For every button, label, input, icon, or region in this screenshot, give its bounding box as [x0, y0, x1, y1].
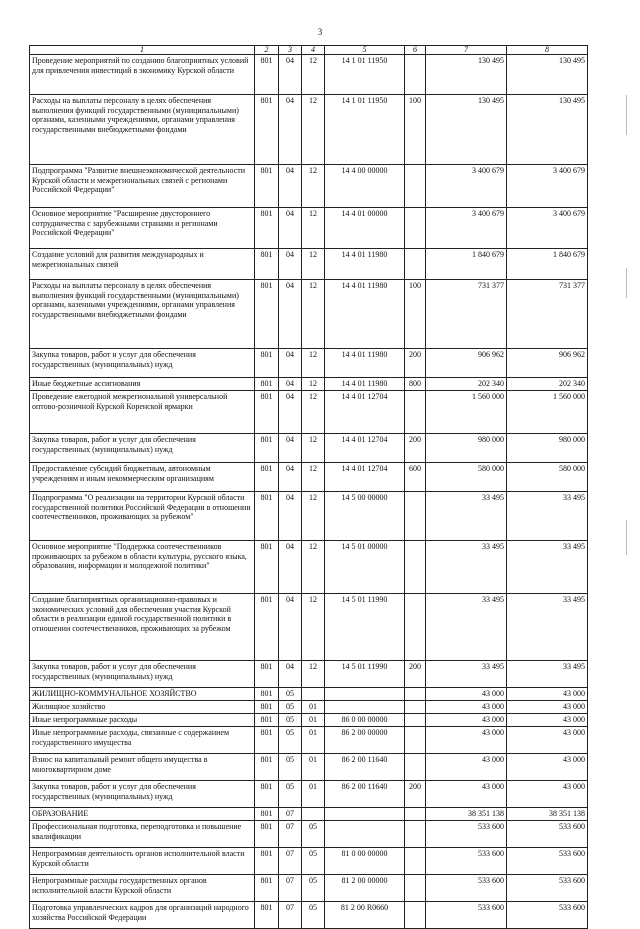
amount-col8: 3 400 679 — [507, 165, 588, 208]
row-name: Подготовка управленческих кадров для организаций народного хозяйства Российской Федерации — [30, 902, 255, 929]
admin-code: 801 — [255, 688, 279, 701]
section-code: 04 — [279, 391, 302, 434]
section-code: 07 — [279, 808, 302, 821]
expense-type-code — [405, 688, 426, 701]
row-name: Закупка товаров, работ и услуг для обеспечения государственных (муниципальных) нужд — [30, 661, 255, 688]
subsection-code: 12 — [302, 463, 325, 492]
section-code: 05 — [279, 714, 302, 727]
target-article-code: 14 4 01 12704 — [325, 434, 405, 463]
table-body — [30, 46, 588, 929]
amount-col7: 3 400 679 — [426, 165, 507, 208]
row-name: Подпрограмма "О реализации на территории Курской области государственной политики Российской Федерации в отношении соотечественников, проживающих за рубежом" — [30, 492, 255, 541]
section-code: 07 — [279, 902, 302, 929]
row-name: Закупка товаров, работ и услуг для обеспечения государственных (муниципальных) нужд — [30, 349, 255, 378]
target-article-code: 86 2 00 11640 — [325, 781, 405, 808]
amount-col7: 3 400 679 — [426, 208, 507, 249]
amount-col7: 43 000 — [426, 701, 507, 714]
row-name: Расходы на выплаты персоналу в целях обеспечения выполнения функций государственными (муниципальными) органами, казенными учреждениями, органами управления государственными внебюджетными фондами — [30, 280, 255, 349]
subsection-code: 12 — [302, 661, 325, 688]
section-code: 04 — [279, 349, 302, 378]
column-number: 7 — [426, 46, 507, 55]
target-article-code: 14 4 01 12704 — [325, 463, 405, 492]
amount-col7: 33 495 — [426, 661, 507, 688]
table-row — [30, 821, 588, 848]
amount-col8: 33 495 — [507, 492, 588, 541]
admin-code: 801 — [255, 541, 279, 594]
expense-type-code — [405, 165, 426, 208]
section-code: 04 — [279, 55, 302, 95]
expense-type-code — [405, 754, 426, 781]
admin-code: 801 — [255, 714, 279, 727]
amount-col7: 38 351 138 — [426, 808, 507, 821]
row-name: ЖИЛИЩНО-КОММУНАЛЬНОЕ ХОЗЯЙСТВО — [30, 688, 255, 701]
target-article-code: 81 2 00 R0660 — [325, 902, 405, 929]
table-row — [30, 492, 588, 541]
subsection-code: 01 — [302, 701, 325, 714]
table-row — [30, 55, 588, 95]
expense-type-code — [405, 391, 426, 434]
table-row — [30, 754, 588, 781]
amount-col7: 43 000 — [426, 727, 507, 754]
section-code: 04 — [279, 95, 302, 165]
expense-type-code — [405, 249, 426, 280]
expense-type-code: 200 — [405, 661, 426, 688]
amount-col8: 1 560 000 — [507, 391, 588, 434]
table-row — [30, 378, 588, 391]
target-article-code: 86 0 00 00000 — [325, 714, 405, 727]
table-row — [30, 208, 588, 249]
section-code: 04 — [279, 378, 302, 391]
admin-code: 801 — [255, 781, 279, 808]
target-article-code: 14 4 01 11980 — [325, 349, 405, 378]
subsection-code: 12 — [302, 391, 325, 434]
target-article-code: 14 4 01 00000 — [325, 208, 405, 249]
admin-code: 801 — [255, 280, 279, 349]
table-row — [30, 701, 588, 714]
subsection-code: 12 — [302, 541, 325, 594]
target-article-code: 14 4 01 11980 — [325, 378, 405, 391]
column-number: 8 — [507, 46, 588, 55]
row-name: Иные непрограммные расходы, связанные с содержанием государственного имущества — [30, 727, 255, 754]
table-row — [30, 349, 588, 378]
amount-col8: 43 000 — [507, 781, 588, 808]
section-code: 07 — [279, 821, 302, 848]
table-row — [30, 661, 588, 688]
subsection-code: 05 — [302, 821, 325, 848]
table-row — [30, 875, 588, 902]
row-name: Проведение мероприятий по созданию благоприятных условий для привлечения инвестиций в экономику Курской области — [30, 55, 255, 95]
expense-type-code — [405, 55, 426, 95]
admin-code: 801 — [255, 165, 279, 208]
target-article-code — [325, 701, 405, 714]
column-number: 5 — [325, 46, 405, 55]
subsection-code: 12 — [302, 594, 325, 661]
table-row — [30, 463, 588, 492]
expense-type-code — [405, 821, 426, 848]
scan-edge-mark — [626, 520, 627, 555]
row-name: Основное мероприятие "Поддержка соотечественников проживающих за рубежом в области культуры, русского языка, образования, информации и молодежной политики" — [30, 541, 255, 594]
table-row — [30, 165, 588, 208]
subsection-code: 12 — [302, 55, 325, 95]
row-name: Предоставление субсидий бюджетным, автономным учреждениям и иным некоммерческим организациям — [30, 463, 255, 492]
amount-col8: 580 000 — [507, 463, 588, 492]
row-name: Иные непрограммные расходы — [30, 714, 255, 727]
amount-col8: 533 600 — [507, 848, 588, 875]
target-article-code: 86 2 00 11640 — [325, 754, 405, 781]
target-article-code: 81 0 00 00000 — [325, 848, 405, 875]
section-code: 04 — [279, 249, 302, 280]
amount-col8: 33 495 — [507, 661, 588, 688]
expense-type-code: 600 — [405, 463, 426, 492]
admin-code: 801 — [255, 463, 279, 492]
table-row — [30, 727, 588, 754]
section-code: 07 — [279, 875, 302, 902]
subsection-code: 01 — [302, 714, 325, 727]
column-number: 6 — [405, 46, 426, 55]
subsection-code: 12 — [302, 492, 325, 541]
admin-code: 801 — [255, 378, 279, 391]
subsection-code: 05 — [302, 902, 325, 929]
subsection-code: 01 — [302, 754, 325, 781]
row-name: Закупка товаров, работ и услуг для обеспечения государственных (муниципальных) нужд — [30, 434, 255, 463]
amount-col7: 533 600 — [426, 875, 507, 902]
target-article-code: 14 4 01 11980 — [325, 249, 405, 280]
amount-col7: 580 000 — [426, 463, 507, 492]
budget-table — [29, 45, 588, 929]
expense-type-code — [405, 701, 426, 714]
row-name: Закупка товаров, работ и услуг для обеспечения государственных (муниципальных) нужд — [30, 781, 255, 808]
amount-col8: 202 340 — [507, 378, 588, 391]
table-row — [30, 808, 588, 821]
amount-col7: 533 600 — [426, 821, 507, 848]
amount-col7: 1 560 000 — [426, 391, 507, 434]
amount-col8: 43 000 — [507, 727, 588, 754]
admin-code: 801 — [255, 492, 279, 541]
target-article-code: 14 4 01 11980 — [325, 280, 405, 349]
amount-col7: 43 000 — [426, 688, 507, 701]
target-article-code: 14 5 00 00000 — [325, 492, 405, 541]
row-name: Жилищное хозяйство — [30, 701, 255, 714]
section-code: 05 — [279, 688, 302, 701]
admin-code: 801 — [255, 95, 279, 165]
expense-type-code: 200 — [405, 781, 426, 808]
amount-col7: 33 495 — [426, 594, 507, 661]
amount-col8: 533 600 — [507, 821, 588, 848]
subsection-code: 05 — [302, 848, 325, 875]
table-row — [30, 434, 588, 463]
expense-type-code — [405, 541, 426, 594]
expense-type-code — [405, 714, 426, 727]
subsection-code: 12 — [302, 349, 325, 378]
admin-code: 801 — [255, 55, 279, 95]
admin-code: 801 — [255, 701, 279, 714]
amount-col7: 731 377 — [426, 280, 507, 349]
section-code: 04 — [279, 280, 302, 349]
amount-col8: 533 600 — [507, 875, 588, 902]
subsection-code: 01 — [302, 727, 325, 754]
expense-type-code: 800 — [405, 378, 426, 391]
section-code: 05 — [279, 727, 302, 754]
target-article-code: 14 1 01 11950 — [325, 95, 405, 165]
table-row — [30, 688, 588, 701]
column-number: 3 — [279, 46, 302, 55]
table-row — [30, 781, 588, 808]
amount-col7: 906 962 — [426, 349, 507, 378]
amount-col7: 43 000 — [426, 781, 507, 808]
table-row — [30, 902, 588, 929]
target-article-code: 14 4 01 12704 — [325, 391, 405, 434]
row-name: Профессиональная подготовка, переподготовка и повышение квалификации — [30, 821, 255, 848]
table-row — [30, 95, 588, 165]
table-row — [30, 249, 588, 280]
column-number: 2 — [255, 46, 279, 55]
amount-col8: 33 495 — [507, 594, 588, 661]
target-article-code — [325, 821, 405, 848]
admin-code: 801 — [255, 808, 279, 821]
row-name: Создание благоприятных организационно-правовых и экономических условий для обеспечения участия Курской области в реализации единой государственной политики в отношении соотечественников, проживающих за рубежом — [30, 594, 255, 661]
scan-edge-mark — [626, 268, 627, 298]
expense-type-code — [405, 594, 426, 661]
amount-col7: 43 000 — [426, 714, 507, 727]
admin-code: 801 — [255, 349, 279, 378]
subsection-code — [302, 688, 325, 701]
subsection-code: 05 — [302, 875, 325, 902]
section-code: 04 — [279, 661, 302, 688]
subsection-code: 12 — [302, 249, 325, 280]
expense-type-code: 200 — [405, 349, 426, 378]
target-article-code: 14 4 00 00000 — [325, 165, 405, 208]
amount-col7: 130 495 — [426, 95, 507, 165]
expense-type-code: 100 — [405, 280, 426, 349]
amount-col7: 33 495 — [426, 541, 507, 594]
table-row — [30, 541, 588, 594]
section-code: 04 — [279, 541, 302, 594]
admin-code: 801 — [255, 902, 279, 929]
table-row — [30, 848, 588, 875]
amount-col8: 43 000 — [507, 754, 588, 781]
amount-col8: 1 840 679 — [507, 249, 588, 280]
amount-col8: 731 377 — [507, 280, 588, 349]
target-article-code: 14 5 01 11990 — [325, 594, 405, 661]
admin-code: 801 — [255, 391, 279, 434]
admin-code: 801 — [255, 208, 279, 249]
amount-col7: 43 000 — [426, 754, 507, 781]
amount-col8: 43 000 — [507, 701, 588, 714]
target-article-code — [325, 688, 405, 701]
row-name: Расходы на выплаты персоналу в целях обеспечения выполнения функций государственными (муниципальными) органами, казенными учреждениями, органами управления государственными внебюджетными фондами — [30, 95, 255, 165]
amount-col7: 202 340 — [426, 378, 507, 391]
section-code: 04 — [279, 208, 302, 249]
amount-col8: 43 000 — [507, 688, 588, 701]
amount-col8: 906 962 — [507, 349, 588, 378]
subsection-code: 12 — [302, 378, 325, 391]
expense-type-code — [405, 875, 426, 902]
table-row — [30, 714, 588, 727]
section-code: 04 — [279, 434, 302, 463]
section-code: 05 — [279, 754, 302, 781]
row-name: ОБРАЗОВАНИЕ — [30, 808, 255, 821]
subsection-code: 12 — [302, 165, 325, 208]
amount-col7: 980 000 — [426, 434, 507, 463]
row-name: Непрограммная деятельность органов исполнительной власти Курской области — [30, 848, 255, 875]
target-article-code: 81 2 00 00000 — [325, 875, 405, 902]
expense-type-code — [405, 902, 426, 929]
admin-code: 801 — [255, 875, 279, 902]
page-number: 3 — [317, 27, 323, 37]
expense-type-code — [405, 208, 426, 249]
section-code: 07 — [279, 848, 302, 875]
section-code: 05 — [279, 701, 302, 714]
row-name: Создание условий для развития международных и межрегиональных связей — [30, 249, 255, 280]
row-name: Основное мероприятие "Расширение двустороннего сотрудничества с зарубежными странами и регионами Российской Федерации" — [30, 208, 255, 249]
amount-col8: 980 000 — [507, 434, 588, 463]
column-number-row — [30, 46, 588, 55]
row-name: Взнос на капитальный ремонт общего имущества в многоквартирном доме — [30, 754, 255, 781]
amount-col7: 1 840 679 — [426, 249, 507, 280]
target-article-code: 14 5 01 11990 — [325, 661, 405, 688]
subsection-code: 12 — [302, 280, 325, 349]
target-article-code: 14 1 01 11950 — [325, 55, 405, 95]
amount-col8: 533 600 — [507, 902, 588, 929]
section-code: 04 — [279, 165, 302, 208]
target-article-code: 14 5 01 00000 — [325, 541, 405, 594]
admin-code: 801 — [255, 434, 279, 463]
subsection-code — [302, 808, 325, 821]
row-name: Проведение ежегодной межрегиональной универсальной оптово-розничной Курской Коренской ярмарки — [30, 391, 255, 434]
amount-col7: 33 495 — [426, 492, 507, 541]
table-row — [30, 280, 588, 349]
row-name: Непрограммные расходы государственных органов исполнительной власти Курской области — [30, 875, 255, 902]
admin-code: 801 — [255, 594, 279, 661]
amount-col8: 33 495 — [507, 541, 588, 594]
column-number: 1 — [30, 46, 255, 55]
admin-code: 801 — [255, 727, 279, 754]
table-row — [30, 391, 588, 434]
amount-col7: 130 495 — [426, 55, 507, 95]
expense-type-code — [405, 848, 426, 875]
expense-type-code — [405, 727, 426, 754]
admin-code: 801 — [255, 661, 279, 688]
expense-type-code: 100 — [405, 95, 426, 165]
section-code: 04 — [279, 463, 302, 492]
column-number: 4 — [302, 46, 325, 55]
target-article-code: 86 2 00 00000 — [325, 727, 405, 754]
amount-col8: 130 495 — [507, 55, 588, 95]
scan-edge-mark — [626, 95, 627, 135]
admin-code: 801 — [255, 848, 279, 875]
amount-col8: 130 495 — [507, 95, 588, 165]
subsection-code: 12 — [302, 434, 325, 463]
row-name: Иные бюджетные ассигнования — [30, 378, 255, 391]
row-name: Подпрограмма "Развитие внешнеэкономической деятельности Курской области и межрегиональных связей с регионами Российской Федерации" — [30, 165, 255, 208]
expense-type-code — [405, 808, 426, 821]
subsection-code: 12 — [302, 95, 325, 165]
amount-col7: 533 600 — [426, 848, 507, 875]
section-code: 04 — [279, 492, 302, 541]
amount-col7: 533 600 — [426, 902, 507, 929]
amount-col8: 43 000 — [507, 714, 588, 727]
section-code: 04 — [279, 594, 302, 661]
amount-col8: 38 351 138 — [507, 808, 588, 821]
admin-code: 801 — [255, 754, 279, 781]
section-code: 05 — [279, 781, 302, 808]
admin-code: 801 — [255, 821, 279, 848]
table-row — [30, 594, 588, 661]
expense-type-code — [405, 492, 426, 541]
subsection-code: 12 — [302, 208, 325, 249]
target-article-code — [325, 808, 405, 821]
subsection-code: 01 — [302, 781, 325, 808]
amount-col8: 3 400 679 — [507, 208, 588, 249]
expense-type-code: 200 — [405, 434, 426, 463]
admin-code: 801 — [255, 249, 279, 280]
